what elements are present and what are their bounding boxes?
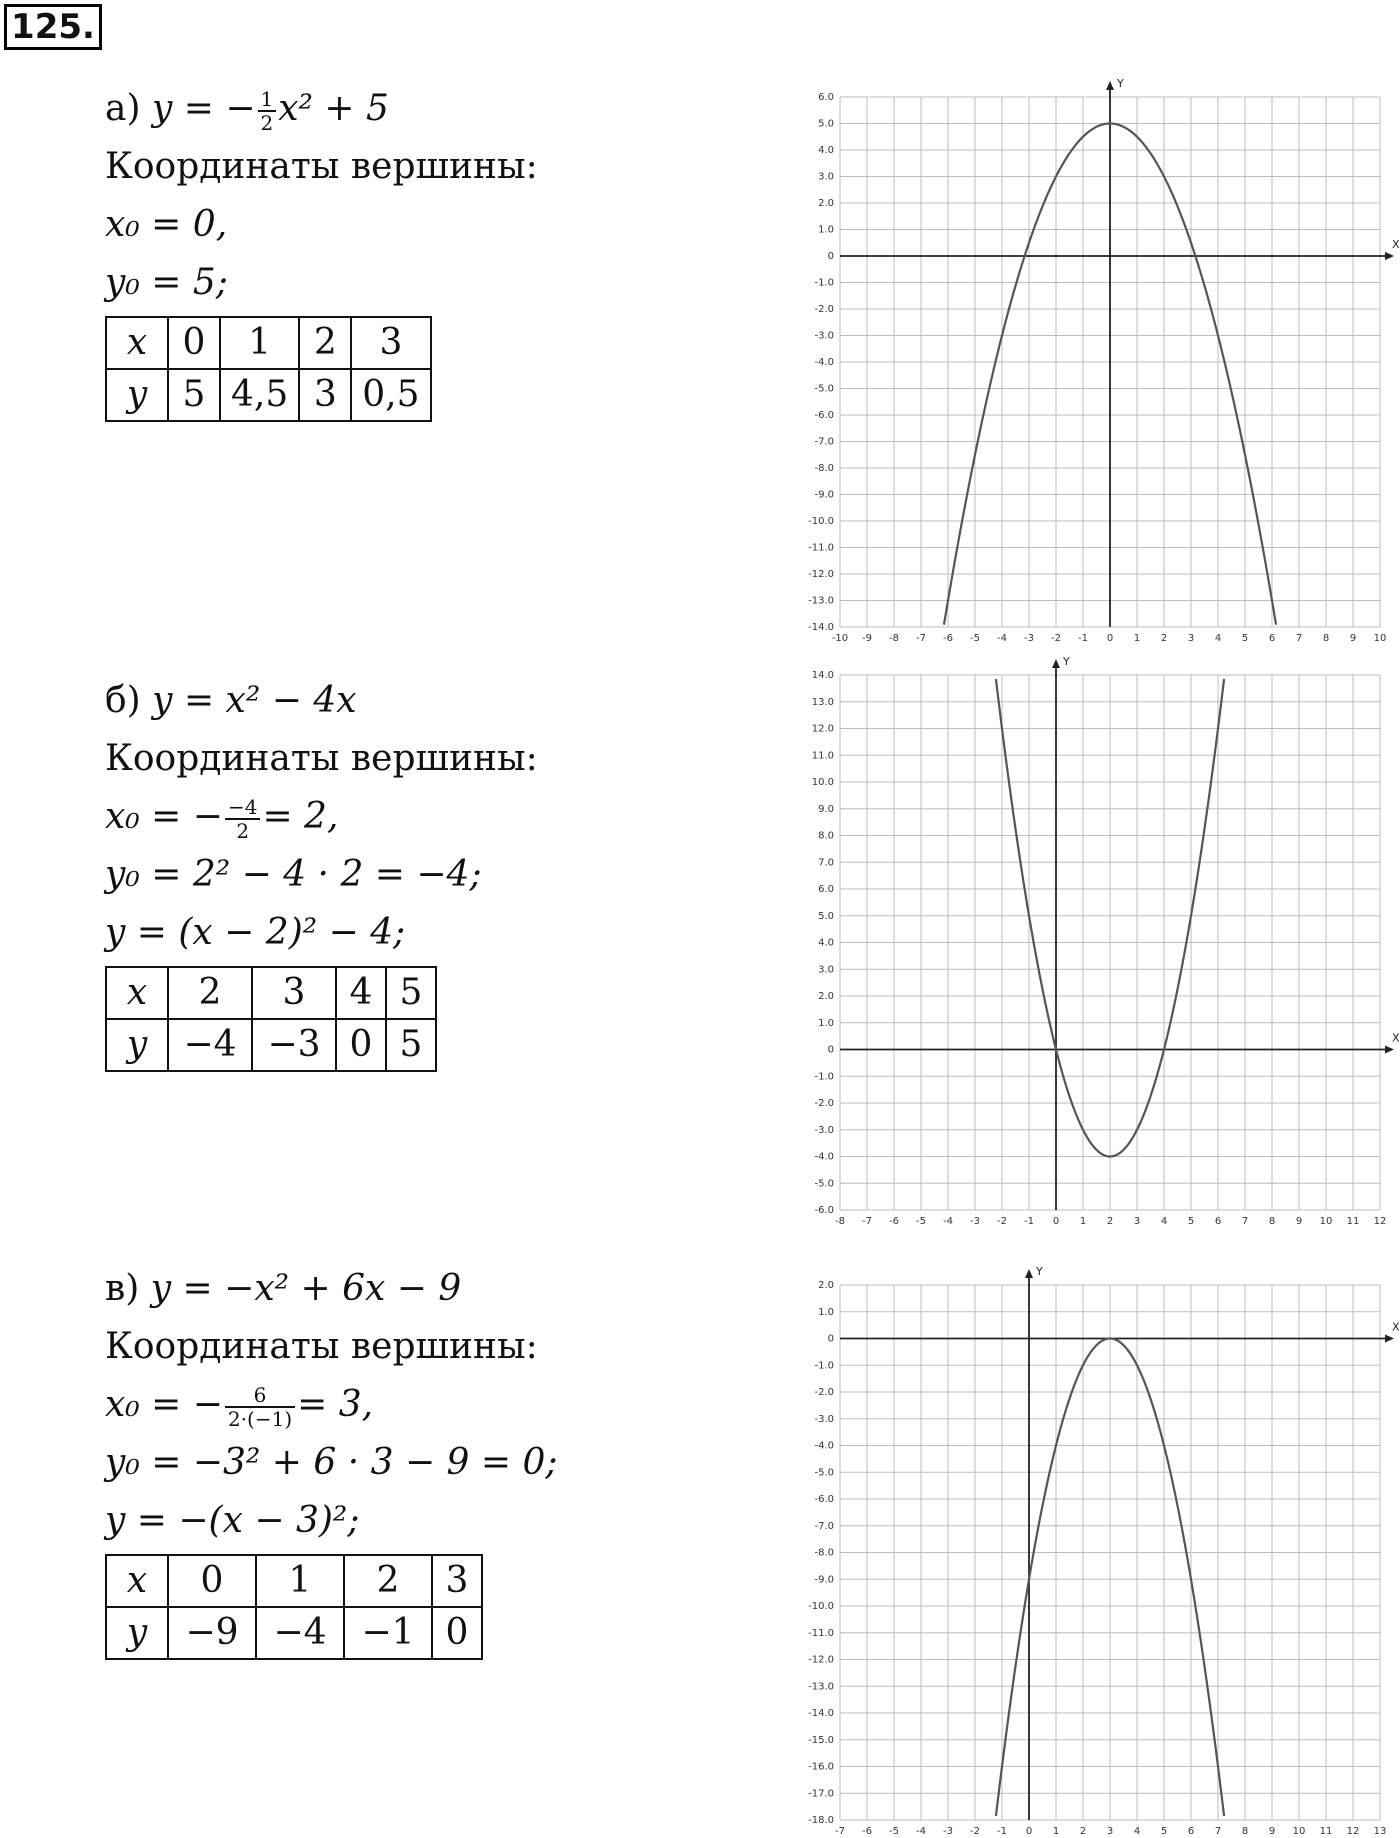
x-tick-label: -5 [889,1826,899,1837]
x-tick-label: -4 [997,633,1007,644]
step-c-1-num: 6 [225,1384,295,1408]
formula-a-num: 1 [258,88,277,112]
x-tick-label: -7 [916,633,926,644]
y-tick-label: -8.0 [814,463,834,474]
x-tick-label: -8 [889,633,899,644]
y-tick-label: 13.0 [811,696,834,708]
formula-a-rhs: x² + 5 [278,88,389,129]
table-cell: 5 [168,369,220,421]
x-tick-label: 8 [1322,633,1330,644]
table-cell: −1 [344,1607,432,1659]
y-tick-label: -7.0 [814,436,834,448]
y-tick-label: -14.0 [808,1708,834,1719]
y-tick-label: -7.0 [814,1520,834,1532]
y-tick-label: -5.0 [814,383,834,395]
formula-a-den: 2 [260,111,274,135]
x-tick-label: 4 [1160,1216,1168,1227]
x-tick-label: -4 [916,1826,926,1837]
step-c-1-lhs: x₀ = − [105,1384,223,1425]
x-tick-label: -3 [970,1216,980,1227]
y-tick-label: -13.0 [808,1681,834,1693]
x-tick-label: 7 [1295,633,1303,644]
section-b [105,672,665,1072]
formula-b-text: y = x² − 4x [152,680,357,721]
y-tick-label: -15.0 [808,1734,834,1746]
x-tick-label: -3 [1024,633,1034,644]
x-tick-label: 10 [1373,633,1387,644]
y-tick-label: -1.0 [814,277,834,289]
table-row [106,1607,482,1659]
x-tick-label: 5 [1241,633,1249,644]
x-tick-label: -2 [1051,633,1061,644]
x-tick-label: 11 [1319,1826,1333,1837]
table-cell: 5 [386,967,436,1019]
y-tick-label: -4.0 [814,357,834,368]
x-tick-label: 9 [1268,1826,1276,1837]
x-axis-label: X [1392,1320,1400,1334]
section-a-prefix: а) [105,88,152,129]
x-tick-label: 3 [1187,633,1195,644]
y-tick-label: 9.0 [818,803,834,815]
x-tick-label: -5 [916,1216,926,1227]
table-cell: 0 [336,1019,386,1071]
y-axis-arrow [1106,81,1114,90]
y-tick-label: -9.0 [814,489,834,501]
y-tick-label: -16.0 [808,1761,834,1773]
y-tick-label: -10.0 [808,1601,834,1612]
y-tick-label: 2.0 [818,1280,834,1291]
table-cell: 2 [299,317,351,369]
y-tick-label: -6.0 [814,1494,834,1505]
table-cell: −4 [256,1607,344,1659]
x-tick-label: -2 [997,1216,1007,1227]
step-b-3: y = (x − 2)² − 4; [105,912,406,953]
x-tick-label: 9 [1349,633,1357,644]
x-tick-label: -1 [1078,633,1088,644]
x-tick-label: -7 [835,1826,845,1837]
section-c [105,1260,665,1660]
y-tick-label: -11.0 [808,542,834,554]
y-tick-label: -12.0 [808,569,834,580]
x-tick-label: 2 [1079,1826,1087,1837]
step-c-1-rhs: = 3, [297,1384,374,1425]
y-tick-label: 3.0 [818,171,834,183]
x-tick-label: 9 [1295,1216,1303,1227]
y-tick-label: -18.0 [808,1815,834,1826]
caption-a: Координаты вершины: [105,146,538,187]
table-cell: 3 [299,369,351,421]
formula-c [105,1260,665,1318]
value-table-c [105,1554,483,1660]
y-tick-label: 5.0 [818,118,834,130]
x-tick-label: 2 [1160,633,1168,644]
table-cell: −3 [252,1019,336,1071]
x-tick-label: 5 [1187,1216,1195,1227]
y-tick-label: 0 [827,251,834,262]
x-tick-label: 8 [1241,1826,1249,1837]
y-tick-label: -3.0 [814,1124,834,1136]
table-cell: x [106,967,168,1019]
table-row [106,317,431,369]
x-tick-label: 1 [1133,633,1141,644]
step-a-1: x₀ = 0, [105,204,228,245]
step-b-1-rhs: = 2, [262,796,339,837]
y-tick-label: -3.0 [814,1413,834,1425]
y-tick-label: 2.0 [818,991,834,1002]
formula-a [105,80,665,138]
graph-a [800,70,1400,645]
step-b-1-den: 2 [236,819,250,843]
x-tick-label: 0 [1106,633,1114,644]
y-tick-label: -5.0 [814,1178,834,1190]
value-table-a [105,316,432,422]
x-axis-arrow [1385,252,1394,260]
table-cell: 5 [386,1019,436,1071]
y-tick-label: 12.0 [811,723,834,735]
y-tick-label: -6.0 [814,410,834,421]
x-tick-label: 4 [1214,633,1222,644]
table-cell: 3 [432,1555,482,1607]
x-tick-label: -6 [889,1216,899,1227]
table-cell: 3 [351,317,430,369]
x-tick-label: 6 [1187,1826,1195,1837]
x-tick-label: 6 [1214,1216,1222,1227]
x-tick-label: -6 [862,1826,872,1837]
x-axis-label: X [1392,238,1400,251]
y-tick-label: -2.0 [814,304,834,315]
table-cell: x [106,1555,168,1607]
step-c-1-den: 2·(−1) [227,1407,293,1431]
x-tick-label: 3 [1106,1826,1114,1837]
table-cell: 2 [168,967,252,1019]
x-tick-label: -4 [943,1216,953,1227]
x-tick-label: 1 [1052,1826,1060,1837]
y-tick-label: 0 [827,1044,834,1056]
table-cell: 0,5 [351,369,430,421]
y-tick-label: -3.0 [814,330,834,342]
step-c-1-fraction [225,1384,295,1430]
table-cell: 1 [220,317,299,369]
step-c-2: y₀ = −3² + 6 · 3 − 9 = 0; [105,1442,558,1483]
caption-c: Координаты вершины: [105,1326,538,1367]
y-tick-label: 6.0 [818,884,834,895]
y-tick-label: -17.0 [808,1788,834,1800]
x-tick-label: -10 [831,633,849,644]
x-tick-label: 8 [1268,1216,1276,1227]
x-axis-arrow [1385,1046,1394,1054]
step-b-1-fraction [225,796,260,842]
table-cell: x [106,317,168,369]
y-tick-label: -12.0 [808,1654,834,1666]
caption-b: Координаты вершины: [105,738,538,779]
y-axis-label: Y [1036,1265,1043,1278]
x-axis-arrow [1385,1335,1394,1343]
step-b-1 [105,788,665,846]
x-tick-label: -1 [997,1826,1007,1837]
x-tick-label: 0 [1025,1826,1033,1837]
y-tick-label: 1.0 [818,1306,834,1318]
x-tick-label: -7 [862,1216,872,1227]
y-tick-label: 2.0 [818,198,834,209]
y-tick-label: 6.0 [818,92,834,103]
graph-b [800,655,1400,1235]
table-cell: y [106,369,168,421]
y-tick-label: -13.0 [808,595,834,607]
x-tick-label: 10 [1292,1826,1306,1837]
table-cell: 0 [168,317,220,369]
x-tick-label: 10 [1319,1216,1333,1227]
y-tick-label: -2.0 [814,1387,834,1398]
y-tick-label: -5.0 [814,1467,834,1479]
y-tick-label: 0 [827,1333,834,1345]
x-tick-label: 7 [1241,1216,1249,1227]
x-tick-label: 3 [1133,1216,1141,1227]
y-axis-arrow [1052,659,1060,668]
x-tick-label: -8 [835,1216,845,1227]
y-axis-arrow [1025,1269,1033,1278]
step-c-1 [105,1376,665,1434]
x-tick-label: -9 [862,633,872,644]
y-tick-label: 1.0 [818,1017,834,1029]
y-tick-label: 4.0 [818,145,834,156]
y-tick-label: 14.0 [811,670,834,681]
y-tick-label: -9.0 [814,1574,834,1586]
x-tick-label: 11 [1346,1216,1360,1227]
y-tick-label: 7.0 [818,857,834,869]
step-c-3: y = −(x − 3)²; [105,1500,360,1541]
y-axis-label: Y [1063,655,1070,668]
graph-c [800,1260,1400,1838]
y-tick-label: 10.0 [811,777,834,788]
y-tick-label: -1.0 [814,1071,834,1083]
x-tick-label: -5 [970,633,980,644]
x-tick-label: 0 [1052,1216,1060,1227]
section-c-prefix: в) [105,1268,151,1309]
x-tick-label: -3 [943,1826,953,1837]
table-cell: 4,5 [220,369,299,421]
table-row [106,1019,436,1071]
step-b-2: y₀ = 2² − 4 · 2 = −4; [105,854,482,895]
table-cell: 0 [168,1555,256,1607]
table-cell: y [106,1607,168,1659]
y-tick-label: 5.0 [818,910,834,922]
x-tick-label: 13 [1373,1826,1387,1837]
formula-a-lhs: y = − [151,88,256,129]
problem-number: 125. [4,4,102,50]
value-table-b [105,966,437,1072]
x-tick-label: 4 [1133,1826,1141,1837]
y-tick-label: -14.0 [808,622,834,633]
y-tick-label: -10.0 [808,516,834,527]
x-tick-label: 7 [1214,1826,1222,1837]
x-axis-label: X [1392,1031,1400,1045]
y-tick-label: 8.0 [818,830,834,842]
y-tick-label: 3.0 [818,964,834,976]
section-b-prefix: б) [105,680,153,721]
table-cell: 4 [336,967,386,1019]
table-cell: 1 [256,1555,344,1607]
y-tick-label: -6.0 [814,1205,834,1216]
table-cell: 2 [344,1555,432,1607]
y-tick-label: -11.0 [808,1627,834,1639]
y-tick-label: -4.0 [814,1151,834,1163]
y-tick-label: 11.0 [811,750,834,762]
x-tick-label: -2 [970,1826,980,1837]
section-a [105,80,665,422]
formula-a-fraction [258,88,277,134]
step-b-1-num: −4 [225,796,260,820]
x-tick-label: -1 [1024,1216,1034,1227]
x-tick-label: 12 [1346,1826,1360,1837]
x-tick-label: 12 [1373,1216,1387,1227]
table-cell: −9 [168,1607,256,1659]
y-tick-label: -4.0 [814,1440,834,1452]
x-tick-label: 2 [1106,1216,1114,1227]
y-axis-label: Y [1117,77,1124,90]
formula-c-text: y = −x² + 6x − 9 [150,1268,462,1309]
step-b-1-lhs: x₀ = − [105,796,223,837]
x-tick-label: 1 [1079,1216,1087,1227]
y-tick-label: -1.0 [814,1360,834,1372]
table-row [106,967,436,1019]
x-tick-label: -6 [943,633,953,644]
table-row [106,369,431,421]
table-cell: 3 [252,967,336,1019]
y-tick-label: -8.0 [814,1547,834,1559]
y-tick-label: 4.0 [818,937,834,949]
y-tick-label: -2.0 [814,1098,834,1109]
y-tick-label: 1.0 [818,224,834,236]
x-tick-label: 5 [1160,1826,1168,1837]
step-a-2: y₀ = 5; [105,262,228,303]
table-cell: −4 [168,1019,252,1071]
table-cell: y [106,1019,168,1071]
x-tick-label: 6 [1268,633,1276,644]
table-cell: 0 [432,1607,482,1659]
formula-b [105,672,665,730]
table-row [106,1555,482,1607]
